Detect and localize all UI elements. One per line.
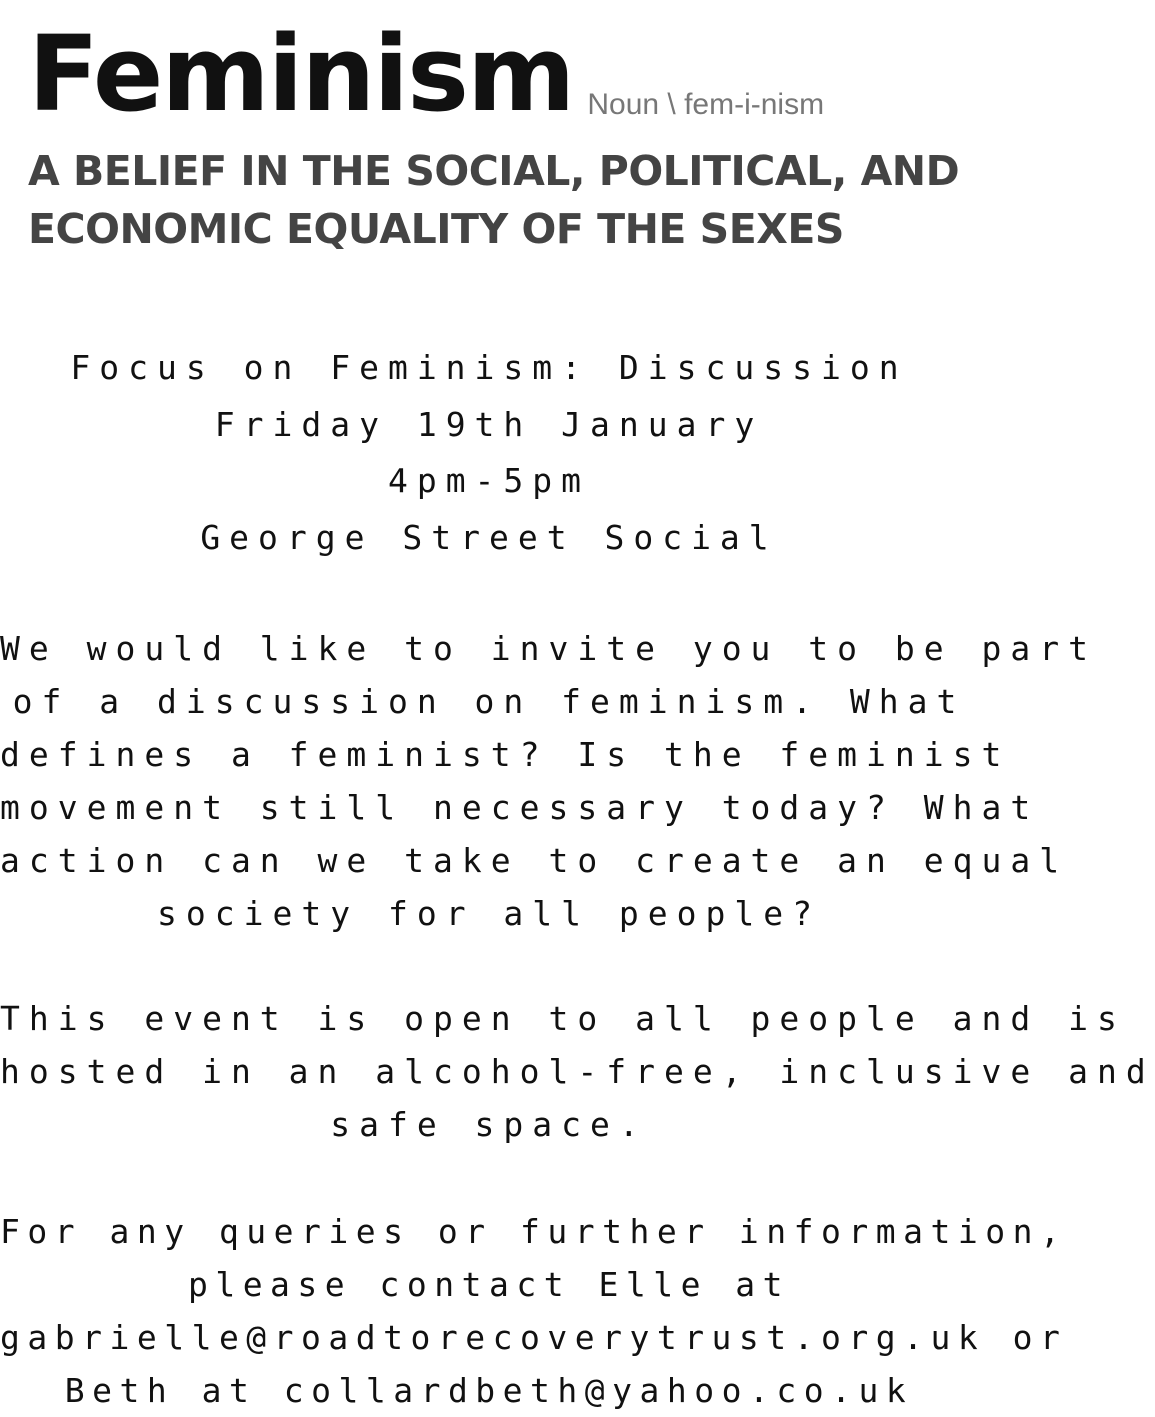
event-details <box>0 340 978 566</box>
paragraph-line: of a discussion on feminism. What <box>12 682 966 721</box>
title-row <box>28 13 968 135</box>
event-date: Friday 19th January <box>214 404 764 444</box>
flyer-title: Feminism <box>28 13 574 135</box>
pronunciation: Noun \ fem-i-nism <box>587 88 825 121</box>
contact-email-line: Beth at collardbeth@yahoo.co.uk <box>64 1371 914 1410</box>
event-venue: George Street Social <box>200 517 778 557</box>
paragraph-line: please contact Elle at <box>187 1265 791 1304</box>
event-time: 4pm-5pm <box>387 461 591 500</box>
paragraph-line: For any queries or further information, <box>0 1212 1068 1251</box>
access-paragraph <box>0 992 1155 1151</box>
paragraph-line: action can we take to create an equal <box>0 841 1069 880</box>
paragraph-line: movement still necessary today? What <box>0 788 1040 827</box>
contact-paragraph <box>0 1205 1068 1417</box>
paragraph-line: hosted in an alcohol-free, inclusive and <box>0 1052 1155 1091</box>
flyer-header <box>28 13 968 258</box>
invitation-paragraph <box>0 622 1097 940</box>
paragraph-line: society for all people? <box>157 894 821 933</box>
event-name: Focus on Feminism: Discussion <box>70 348 908 387</box>
definition-line: A BELIEF IN THE SOCIAL, POLITICAL, AND <box>28 147 960 195</box>
paragraph-line: This event is open to all people and is <box>0 999 1126 1038</box>
paragraph-line: We would like to invite you to be part <box>0 629 1097 668</box>
definition-line: ECONOMIC EQUALITY OF THE SEXES <box>28 205 844 253</box>
paragraph-line: safe space. <box>330 1105 648 1144</box>
contact-email-line: gabrielle@roadtorecoverytrust.org.uk or <box>0 1318 1068 1357</box>
paragraph-line: defines a feminist? Is the feminist <box>0 735 1011 774</box>
definition <box>28 142 968 258</box>
